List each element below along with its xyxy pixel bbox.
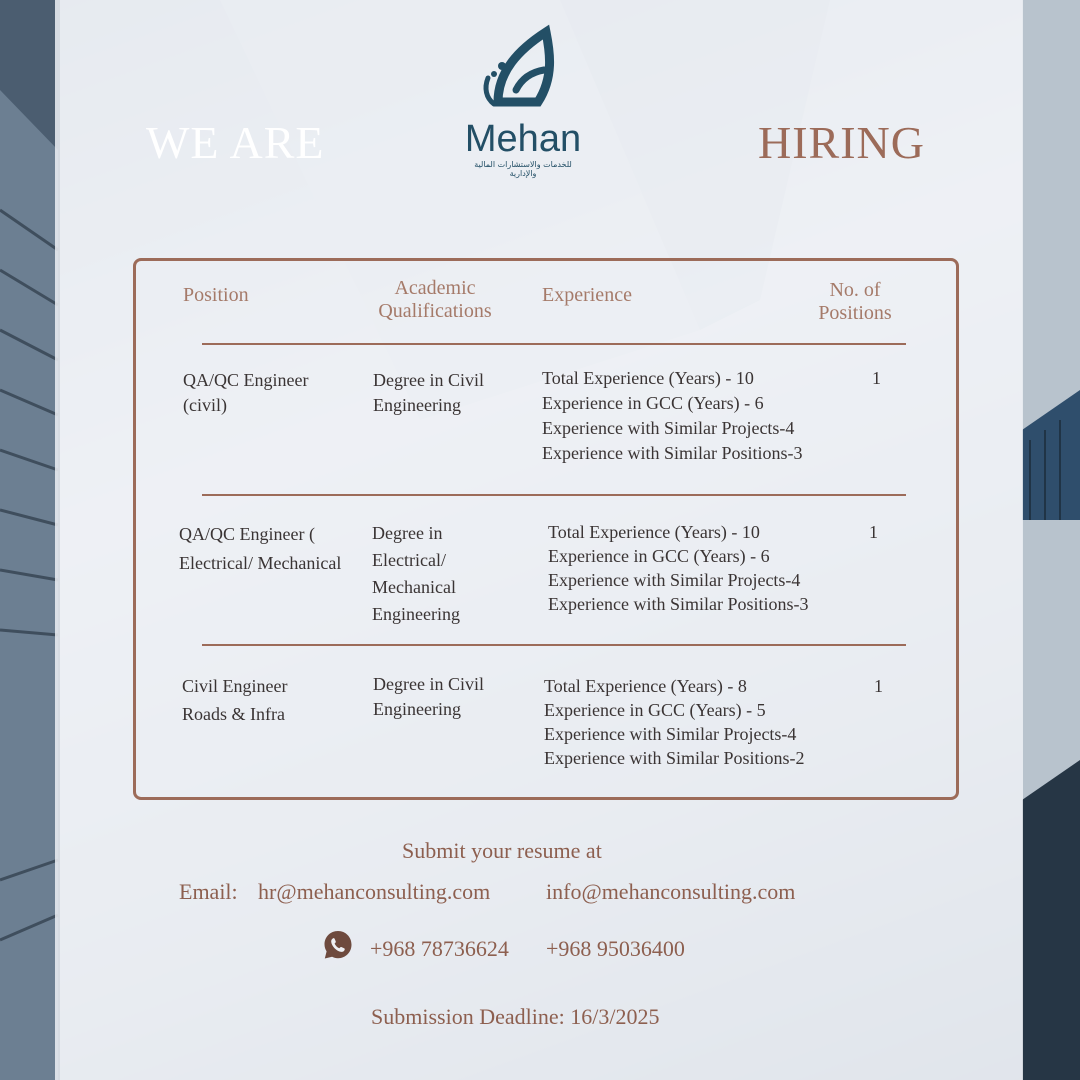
- experience-line: Experience in GCC (Years) - 6: [542, 393, 764, 413]
- table-row-2-count: 1: [869, 522, 878, 542]
- experience-line: Experience in GCC (Years) - 5: [544, 700, 766, 720]
- experience-line: Experience with Similar Projects-4: [542, 418, 795, 438]
- headline-right: HIRING: [758, 117, 925, 168]
- email-link-info[interactable]: info@mehanconsulting.com: [546, 879, 796, 904]
- logo-tagline: للخدمات والاستشارات المالية والإدارية: [474, 160, 572, 178]
- experience-line: Total Experience (Years) - 10: [548, 522, 760, 542]
- table-divider: [202, 494, 906, 496]
- experience-line: Experience with Similar Positions-2: [544, 748, 805, 768]
- table-row-1-experience: [542, 366, 842, 466]
- header-position: Position: [183, 284, 249, 306]
- phone-number-1[interactable]: +968 78736624: [370, 936, 509, 961]
- experience-line: Experience with Similar Positions-3: [542, 443, 803, 463]
- table-row-1-position: QA/QC Engineer (civil): [183, 370, 309, 415]
- phone-number-2[interactable]: +968 95036400: [546, 936, 685, 961]
- header-experience: Experience: [542, 284, 632, 306]
- email-link-hr[interactable]: hr@mehanconsulting.com: [258, 879, 491, 904]
- submit-instruction: Submit your resume at: [402, 838, 602, 863]
- table-divider: [202, 343, 906, 345]
- header-positions-count: No. of Positions: [818, 279, 892, 324]
- table-row-2-experience: [548, 520, 848, 616]
- whatsapp-icon: [322, 929, 354, 961]
- header-qualifications: Academic Qualifications: [378, 277, 492, 322]
- table-divider: [202, 644, 906, 646]
- email-label: Email:: [179, 879, 238, 904]
- experience-line: Experience with Similar Positions-3: [548, 594, 809, 614]
- table-row-2-qualification: Degree in Electrical/ Mechanical Engineering: [372, 523, 460, 624]
- headline-left: WE ARE: [146, 117, 325, 168]
- logo-mark-icon: [458, 22, 588, 118]
- experience-line: Experience with Similar Projects-4: [544, 724, 797, 744]
- table-row-3-experience: [544, 674, 844, 770]
- experience-line: Experience in GCC (Years) - 6: [548, 546, 770, 566]
- submission-deadline: Submission Deadline: 16/3/2025: [371, 1004, 660, 1029]
- logo-wordmark: Mehan: [464, 118, 582, 160]
- table-row-1-qualification: Degree in Civil Engineering: [373, 370, 484, 415]
- experience-line: Experience with Similar Projects-4: [548, 570, 801, 590]
- table-row-3-qualification: Degree in Civil Engineering: [373, 674, 484, 719]
- table-row-2-position: QA/QC Engineer ( Electrical/ Mechanical: [179, 524, 342, 573]
- table-row-3-count: 1: [874, 676, 883, 696]
- company-logo: [458, 22, 588, 182]
- experience-line: Total Experience (Years) - 10: [542, 368, 754, 388]
- table-row-1-count: 1: [872, 368, 881, 388]
- table-row-3-position: Civil Engineer Roads & Infra: [182, 676, 288, 724]
- experience-line: Total Experience (Years) - 8: [544, 676, 747, 696]
